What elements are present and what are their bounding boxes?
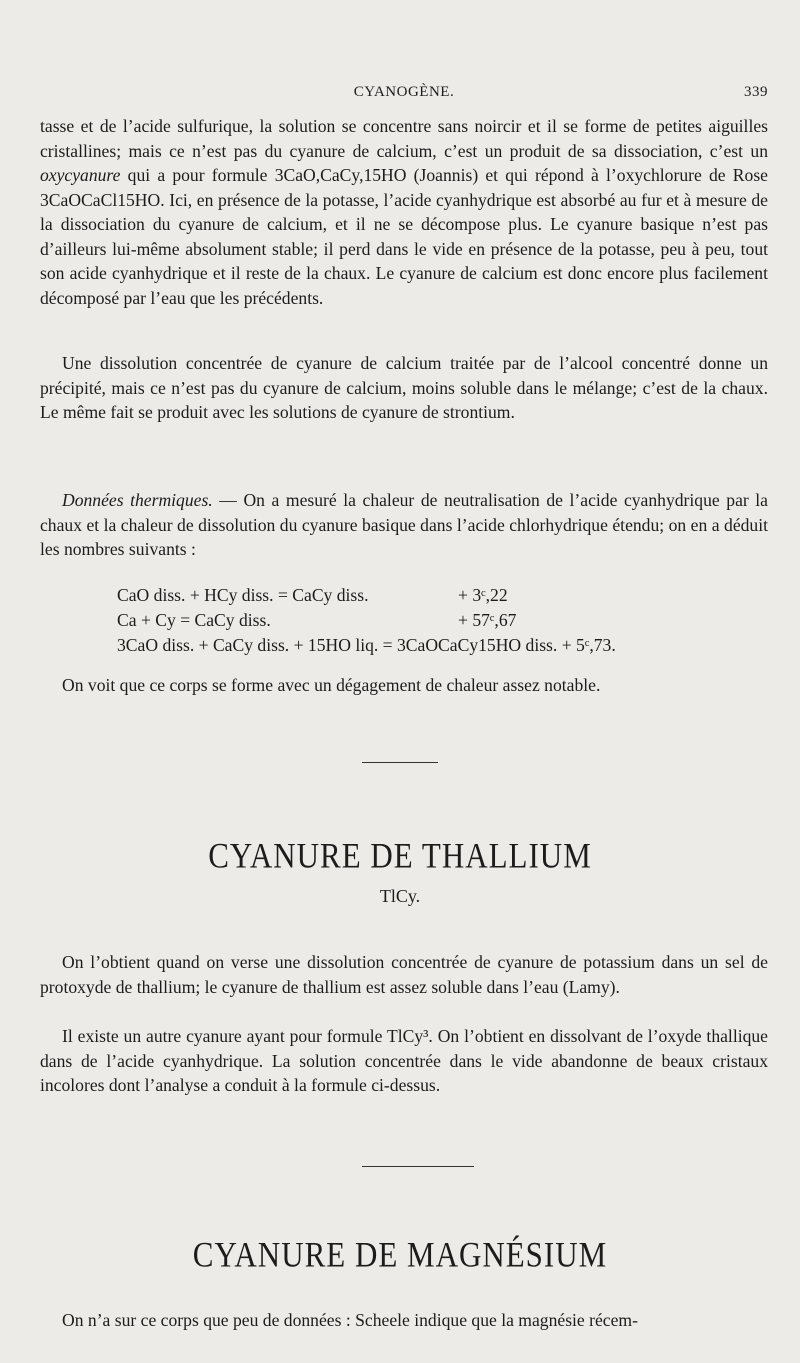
section-title-thallium: CYANURE DE THALLIUM: [208, 835, 592, 876]
paragraph-6: Il existe un autre cyanure ayant pour formule TlCy³. On l’obtient en dissolvant de l’oxyde thallique dans de l’acide cyanhydrique. La solution concentrée dans le vide abandonne de beaux cristaux incolores dont l’analyse a conduit à la formule ci-dessus.: [40, 1026, 768, 1095]
equation-2-lhs: Ca + Cy = CaCy diss.: [117, 610, 271, 630]
running-head: [40, 84, 768, 106]
equation-1-rhs: + 3ᶜ,22: [458, 585, 508, 605]
running-title: CYANOGÈNE.: [353, 84, 455, 100]
paragraph-7: On n’a sur ce corps que peu de données : Scheele indique que la magnésie récem-: [62, 1310, 638, 1330]
section-divider: [362, 762, 438, 763]
paragraph-4: On voit que ce corps se forme avec un dégagement de chaleur assez notable.: [62, 675, 601, 695]
paragraph-3: Données thermiques. — On a mesuré la chaleur de neutralisation de l’acide cyanhydrique par la chaux et la chaleur de dissolution du cyanure basique dans l’acide chlorhydrique étendu; on en a déduit les nombres suivants :: [40, 490, 768, 559]
equation-2-rhs: + 57ᶜ,67: [458, 610, 517, 630]
page-number: 339: [744, 84, 768, 100]
emphasis-oxycyanure: oxycyanure: [40, 165, 121, 185]
section-divider: [362, 1166, 474, 1167]
equation-1-lhs: CaO diss. + HCy diss. = CaCy diss.: [117, 585, 369, 605]
paragraph-5: On l’obtient quand on verse une dissolution concentrée de cyanure de potassium dans un sel de protoxyde de thallium; le cyanure de thallium est assez soluble dans l’eau (Lamy).: [40, 952, 768, 997]
section-title-magnesium: CYANURE DE MAGNÉSIUM: [192, 1234, 608, 1275]
paragraph-1: tasse et de l’acide sulfurique, la solution se concentre sans noircir et il se forme de petites aiguilles cristallines; mais ce n’est pas du cyanure de calcium, c’est un produit de sa dissociation, c’est un oxycyanure qui a pour formule 3CaO,CaCy,15HO (Joannis) et qui répond à l’oxychlorure de Rose 3CaOCaCl15HO. Ici, en présence de la potasse, l’acide cyanhydrique est absorbé au fur et à mesure de la dissociation du cyanure de calcium, et il ne se décompose plus. Le cyanure basique n’est pas d’ailleurs lui-même absolument stable; il perd dans le vide en présence de la potasse, peu à peu, tout son acide cyanhydrique et il reste de la chaux. Le cyanure de calcium est donc encore plus facilement décomposé par l’eau que les précédents.: [40, 116, 768, 308]
equation-3: 3CaO diss. + CaCy diss. + 15HO liq. = 3CaOCaCy15HO diss. + 5ᶜ,73.: [117, 635, 616, 655]
section-formula-thallium: TlCy.: [379, 886, 421, 906]
emphasis-donnees-thermiques: Données thermiques.: [62, 490, 213, 510]
paragraph-2: Une dissolution concentrée de cyanure de calcium traitée par de l’alcool concentré donne un précipité, mais ce n’est pas du cyanure de calcium, moins soluble dans le mélange; c’est de la chaux. Le même fait se produit avec les solutions de cyanure de strontium.: [40, 353, 768, 422]
